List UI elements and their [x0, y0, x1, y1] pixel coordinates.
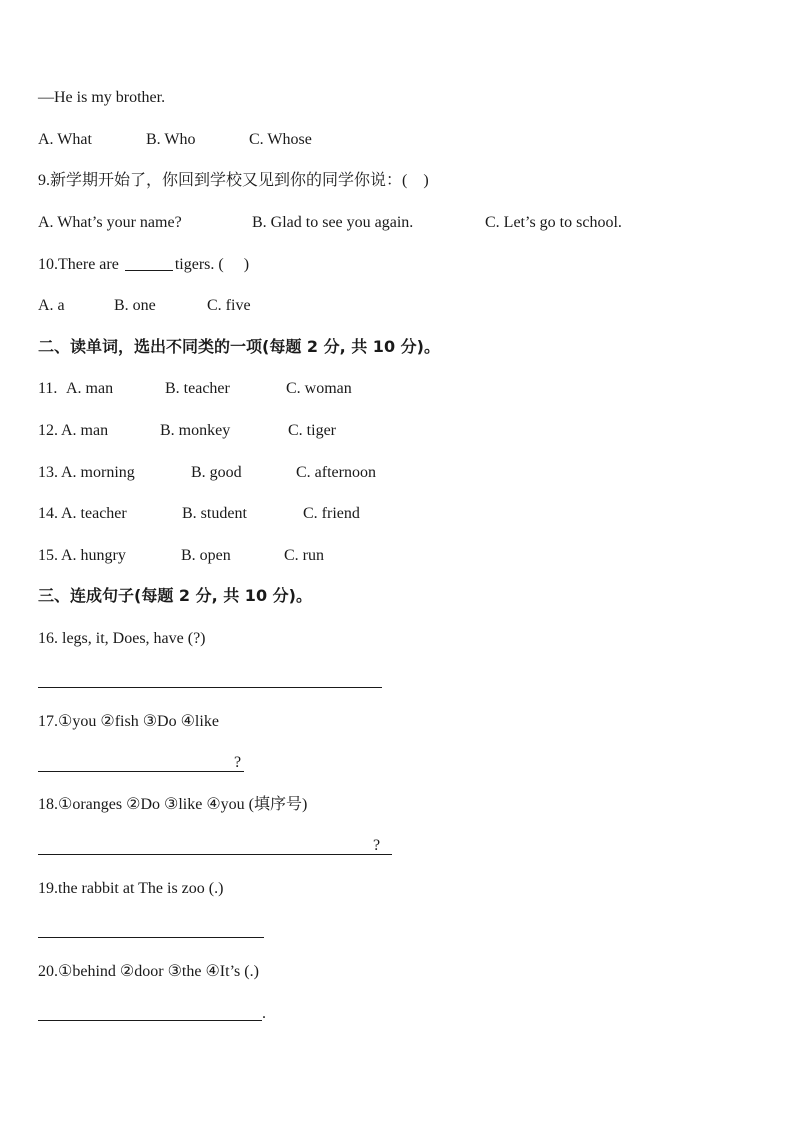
- q8-answer-line: [38, 88, 165, 108]
- q19-stem: 19.the rabbit at The is zoo (.): [38, 880, 224, 897]
- q8-option-a[interactable]: A. What: [38, 131, 92, 148]
- q11-option-c[interactable]: C. woman: [286, 380, 352, 397]
- q9-option-c[interactable]: C. Let’s go to school.: [485, 214, 622, 231]
- q12-option-c[interactable]: C. tiger: [288, 422, 336, 439]
- q17-end-mark: ?: [234, 754, 242, 771]
- q17-answer-line[interactable]: [38, 771, 244, 772]
- q9-stem-text: 9.新学期开始了，你回到学校又见到你的同学你说：( ): [38, 172, 429, 189]
- q9-option-a[interactable]: A. What’s your name?: [38, 214, 182, 231]
- q13-option-c[interactable]: C. afternoon: [296, 464, 376, 481]
- q18-answer-line[interactable]: [38, 854, 392, 855]
- q9-option-b[interactable]: B. Glad to see you again.: [252, 214, 414, 231]
- q19-answer-line[interactable]: [38, 937, 264, 938]
- q11-option-a[interactable]: A. man: [66, 380, 114, 397]
- q8-answer-text: —He is my brother.: [38, 89, 166, 106]
- q15-number: 15.: [38, 547, 58, 564]
- section2-title: 二、读单词，选出不同类的一项(每题 2 分, 共 10 分)。: [38, 337, 440, 356]
- section3-title: 三、连成句子(每题 2 分, 共 10 分)。: [38, 586, 312, 605]
- q13-option-b[interactable]: B. good: [191, 464, 242, 481]
- q17-stem: 17.①you ②fish ③Do ④like: [38, 713, 219, 730]
- q10-stem-after: tigers. ( ): [174, 256, 250, 273]
- q20-end-mark: .: [262, 1005, 266, 1022]
- q16-stem: 16. legs, it, Does, have (?): [38, 630, 206, 647]
- q12-option-a[interactable]: A. man: [61, 422, 109, 439]
- q14-number: 14.: [38, 505, 58, 522]
- q10-option-a[interactable]: A. a: [38, 297, 65, 314]
- q9-stem: [38, 171, 429, 191]
- q10-blank[interactable]: [125, 256, 173, 271]
- q14-option-a[interactable]: A. teacher: [61, 505, 127, 522]
- q13-number: 13.: [38, 464, 58, 481]
- q11-option-b[interactable]: B. teacher: [165, 380, 230, 397]
- q18-stem: 18.①oranges ②Do ③like ④you (填序号): [38, 796, 308, 813]
- q11-number: 11.: [38, 380, 58, 397]
- q15-option-b[interactable]: B. open: [181, 547, 231, 564]
- q15-option-c[interactable]: C. run: [284, 547, 324, 564]
- q12-option-b[interactable]: B. monkey: [160, 422, 231, 439]
- q18-end-mark: ?: [373, 837, 381, 854]
- q20-answer-line[interactable]: [38, 1020, 262, 1021]
- q12-number: 12.: [38, 422, 58, 439]
- q8-option-c[interactable]: C. Whose: [249, 131, 312, 148]
- q16-answer-line[interactable]: [38, 687, 382, 688]
- q14-option-b[interactable]: B. student: [182, 505, 247, 522]
- q10-stem-before: 10.There are: [38, 256, 123, 273]
- q10-stem: [38, 255, 249, 275]
- q10-option-c[interactable]: C. five: [207, 297, 251, 314]
- q15-option-a[interactable]: A. hungry: [61, 547, 126, 564]
- q13-option-a[interactable]: A. morning: [61, 464, 135, 481]
- q20-stem: 20.①behind ②door ③the ④It’s (.): [38, 963, 259, 980]
- q8-option-b[interactable]: B. Who: [146, 131, 196, 148]
- q10-option-b[interactable]: B. one: [114, 297, 156, 314]
- q14-option-c[interactable]: C. friend: [303, 505, 360, 522]
